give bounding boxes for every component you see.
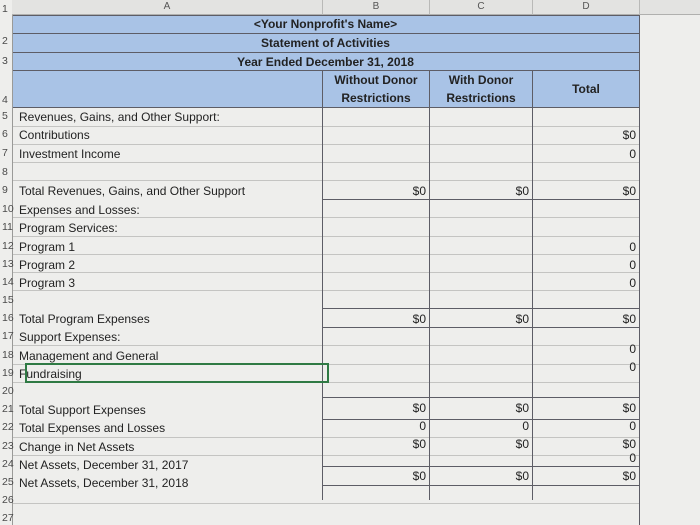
- label-net-assets-2018[interactable]: Net Assets, December 31, 2018: [19, 476, 189, 490]
- row-number[interactable]: 4: [2, 94, 8, 106]
- row-number[interactable]: 10: [2, 203, 14, 215]
- row-number[interactable]: 11: [2, 221, 13, 233]
- value-cell[interactable]: $0: [412, 184, 426, 198]
- row-number[interactable]: 24: [2, 458, 14, 470]
- value-cell[interactable]: $0: [622, 128, 636, 142]
- row-number[interactable]: 12: [2, 240, 14, 252]
- row-number[interactable]: 20: [2, 385, 14, 397]
- row-number[interactable]: 5: [2, 110, 8, 122]
- value-cell[interactable]: 0: [629, 360, 636, 374]
- with-donor-header[interactable]: With Donor: [448, 73, 514, 87]
- label-net-assets-2017[interactable]: Net Assets, December 31, 2017: [19, 458, 189, 472]
- value-cell[interactable]: $0: [622, 184, 636, 198]
- row-number[interactable]: 18: [2, 349, 14, 361]
- label-total-expenses-losses[interactable]: Total Expenses and Losses: [19, 421, 166, 435]
- row-number[interactable]: 27: [2, 512, 14, 524]
- label-support-expenses[interactable]: Support Expenses:: [19, 330, 121, 344]
- label-program-services[interactable]: Program Services:: [19, 221, 118, 235]
- label-management-general[interactable]: Management and General: [19, 349, 159, 363]
- column-header-e[interactable]: [640, 0, 700, 15]
- row-number[interactable]: 13: [2, 258, 14, 270]
- column-header-d[interactable]: D: [533, 0, 640, 15]
- value-cell[interactable]: $0: [622, 312, 636, 326]
- value-cell[interactable]: $0: [515, 437, 529, 451]
- value-cell[interactable]: $0: [412, 312, 426, 326]
- row-number[interactable]: 7: [2, 147, 8, 159]
- without-donor-header-line2: Restrictions: [341, 91, 411, 105]
- without-donor-header[interactable]: Without Donor: [334, 73, 418, 87]
- label-fundraising[interactable]: Fundraising: [19, 367, 82, 381]
- total-header[interactable]: Total: [572, 82, 600, 96]
- row-number[interactable]: 25: [2, 476, 14, 488]
- value-cell[interactable]: $0: [412, 401, 426, 415]
- row-number[interactable]: 8: [2, 166, 8, 178]
- statement-period[interactable]: Year Ended December 31, 2018: [237, 55, 414, 69]
- row-number[interactable]: 19: [2, 367, 14, 379]
- label-program-1[interactable]: Program 1: [19, 240, 76, 254]
- statement-title[interactable]: Statement of Activities: [261, 36, 390, 50]
- label-program-3[interactable]: Program 3: [19, 276, 76, 290]
- label-total-support-expenses[interactable]: Total Support Expenses: [19, 403, 146, 417]
- value-cell[interactable]: $0: [622, 437, 636, 451]
- value-cell[interactable]: 0: [629, 240, 636, 254]
- label-change-net-assets[interactable]: Change in Net Assets: [19, 440, 135, 454]
- value-cell[interactable]: 0: [629, 342, 636, 356]
- row-number[interactable]: 22: [2, 421, 14, 433]
- value-cell[interactable]: $0: [515, 469, 529, 483]
- row-number[interactable]: 3: [2, 55, 8, 67]
- label-revenues[interactable]: Revenues, Gains, and Other Support:: [19, 110, 220, 124]
- row-number[interactable]: 1: [2, 3, 8, 15]
- with-donor-header-line2: Restrictions: [446, 91, 516, 105]
- row-number[interactable]: 26: [2, 494, 14, 506]
- column-header-c[interactable]: C: [430, 0, 533, 15]
- value-cell[interactable]: 0: [629, 276, 636, 290]
- value-cell[interactable]: $0: [622, 469, 636, 483]
- value-cell[interactable]: $0: [412, 437, 426, 451]
- row-number[interactable]: 23: [2, 440, 14, 452]
- value-cell[interactable]: 0: [419, 419, 426, 433]
- label-total-program-expenses[interactable]: Total Program Expenses: [19, 312, 150, 326]
- row-number[interactable]: 14: [2, 276, 14, 288]
- value-cell[interactable]: 0: [522, 419, 529, 433]
- value-cell[interactable]: $0: [412, 469, 426, 483]
- row-number[interactable]: 15: [2, 294, 14, 306]
- row-number[interactable]: 17: [2, 330, 14, 342]
- value-cell[interactable]: 0: [629, 451, 636, 465]
- selected-cell[interactable]: [25, 363, 329, 383]
- column-header-a[interactable]: A: [12, 0, 323, 15]
- value-cell[interactable]: 0: [629, 147, 636, 161]
- value-cell[interactable]: 0: [629, 258, 636, 272]
- value-cell[interactable]: $0: [622, 401, 636, 415]
- label-investment-income[interactable]: Investment Income: [19, 147, 121, 161]
- row-number[interactable]: 16: [2, 312, 14, 324]
- column-header-b[interactable]: B: [323, 0, 430, 15]
- label-expenses-losses[interactable]: Expenses and Losses:: [19, 203, 140, 217]
- row-number[interactable]: 21: [2, 403, 14, 415]
- label-total-revenues[interactable]: Total Revenues, Gains, and Other Support: [19, 184, 246, 198]
- organization-name[interactable]: <Your Nonprofit's Name>: [253, 17, 398, 31]
- label-program-2[interactable]: Program 2: [19, 258, 76, 272]
- value-cell[interactable]: 0: [629, 419, 636, 433]
- label-contributions[interactable]: Contributions: [19, 128, 90, 142]
- row-number[interactable]: 2: [2, 35, 8, 47]
- value-cell[interactable]: $0: [515, 312, 529, 326]
- value-cell[interactable]: $0: [515, 184, 529, 198]
- row-number[interactable]: 6: [2, 128, 8, 140]
- row-number[interactable]: 9: [2, 184, 8, 196]
- value-cell[interactable]: $0: [515, 401, 529, 415]
